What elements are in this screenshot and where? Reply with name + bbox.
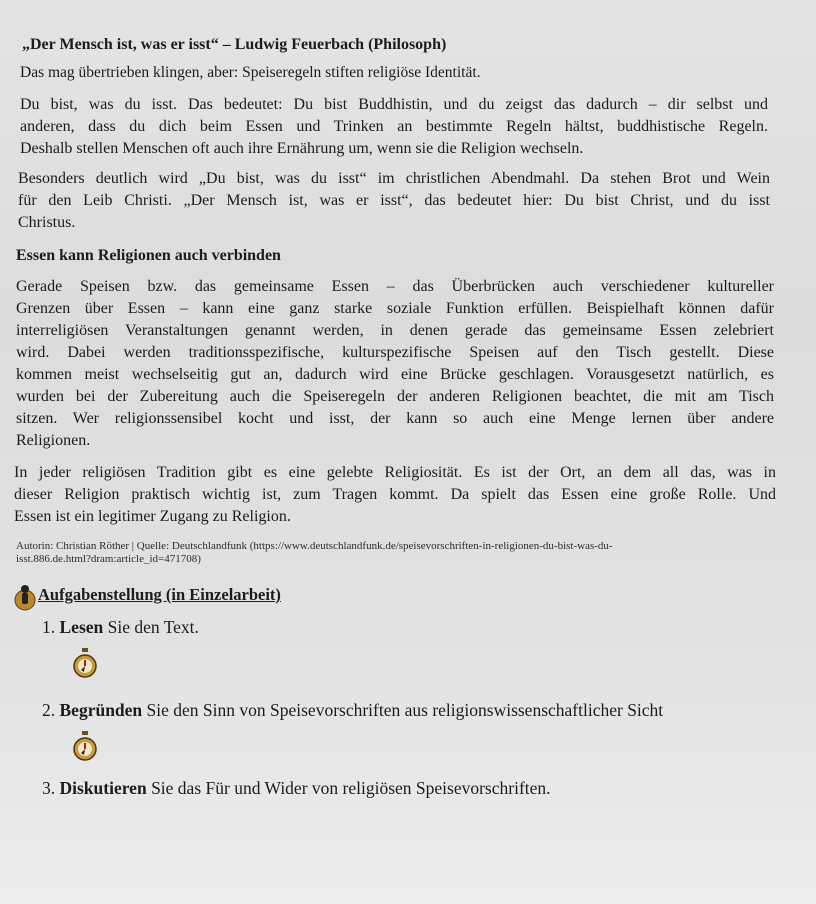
paragraph-3-line: wurden bei der Zubereitung auch die Speiseregeln der anderen Religionen beachtet, die mit am Tisch	[16, 388, 774, 405]
stopwatch-icon	[72, 731, 98, 768]
paragraph-1-line: Du bist, was du isst. Das bedeutet: Du bist Buddhistin, und du zeigst das dadurch – dir selbst und	[20, 96, 768, 113]
tasks-heading: Aufgabenstellung (in Einzelarbeit)	[38, 585, 281, 604]
paragraph-2-line: für den Leib Christi. „Der Mensch ist, was er isst“, das bedeutet hier: Du bist Christ, und du isst	[18, 192, 770, 209]
source-line: Autorin: Christian Röther | Quelle: Deutschlandfunk (https://www.deutschlandfunk.de/speisevorschriften-in-religionen-du-bist-was-du-	[16, 540, 613, 552]
paragraph-3-line: Religionen.	[16, 432, 91, 449]
task-number: 2.	[42, 700, 56, 720]
task-number: 1.	[42, 617, 56, 637]
task-verb: Begründen	[59, 700, 143, 720]
document-title: „Der Mensch ist, was er isst“ – Ludwig Feuerbach (Philosoph)	[22, 36, 447, 53]
paragraph-2-line: Christus.	[18, 214, 76, 231]
task-text: Sie das Für und Wider von religiösen Speisevorschriften.	[146, 778, 551, 798]
task-verb: Diskutieren	[59, 778, 147, 798]
intro-line: Das mag übertrieben klingen, aber: Speiseregeln stiften religiöse Identität.	[20, 64, 481, 81]
paragraph-2-line: Besonders deutlich wird „Du bist, was du isst“ im christlichen Abendmahl. Da stehen Brot und Wein	[18, 170, 770, 187]
task-text: Sie den Sinn von Speisevorschriften aus religionswissenschaftlicher Sicht	[142, 700, 664, 720]
paragraph-1-line: Deshalb stellen Menschen oft auch ihre Ernährung um, wenn sie die Religion wechseln.	[20, 140, 584, 157]
stopwatch-icon	[72, 648, 98, 685]
source-line: isst.886.de.html?dram:article_id=471708)	[16, 553, 201, 565]
paragraph-4-line: dieser Religion praktisch wichtig ist, zum Tragen kommt. Da spielt das Essen eine große Rolle. Und	[14, 486, 776, 503]
paragraph-3-line: wird. Dabei werden traditionsspezifische, kulturspezifische Speisen auf den Tisch gestellt. Diese	[16, 344, 774, 361]
person-icon	[14, 584, 36, 617]
paragraph-1-line: anderen, dass du dich beim Essen und Trinken an bestimmte Regeln hältst, buddhistische Regeln.	[20, 118, 768, 135]
paragraph-3-line: sitzen. Wer religionssensibel kocht und isst, der kann so auch eine Menge lernen über andere	[16, 410, 774, 427]
task-text: Sie den Text.	[103, 617, 199, 637]
task-item	[42, 778, 551, 799]
task-item	[42, 617, 199, 638]
paragraph-4-line: Essen ist ein legitimer Zugang zu Religion.	[14, 508, 291, 525]
paragraph-3-line: Grenzen über Essen – kann eine ganz starke soziale Funktion erfüllen. Beispielhaft können dafür	[16, 300, 774, 317]
section-heading: Essen kann Religionen auch verbinden	[16, 247, 281, 264]
paragraph-3-line: interreligiösen Veranstaltungen genannt werden, in denen gerade das gemeinsame Essen zelebriert	[16, 322, 774, 339]
task-number: 3.	[42, 778, 56, 798]
paragraph-3-line: kommen meist wechselseitig gut an, dadurch wird eine Brücke geschlagen. Vorausgesetzt natürlich, es	[16, 366, 774, 383]
task-item	[42, 700, 663, 721]
paragraph-3-line: Gerade Speisen bzw. das gemeinsame Essen – das Überbrücken auch verschiedener kultureller	[16, 278, 774, 295]
paragraph-4-line: In jeder religiösen Tradition gibt es eine gelebte Religiosität. Es ist der Ort, an dem all das, was in	[14, 464, 776, 481]
task-verb: Lesen	[59, 617, 104, 637]
